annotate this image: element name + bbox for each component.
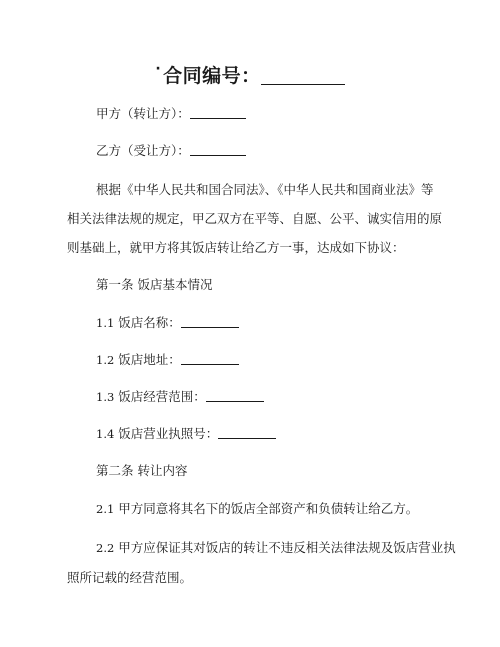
title-mark: · xyxy=(155,61,162,77)
intro-line-2: 相关法律法规的规定，甲乙双方在平等、自愿、公平、诚实信用的原 xyxy=(67,211,443,226)
item-number: 2.2 xyxy=(96,541,115,555)
item-label: 饭店地址： xyxy=(118,352,181,367)
contract-number-label: 合同编号： xyxy=(163,65,261,87)
item-number: 2.1 xyxy=(96,502,115,516)
business-license-blank[interactable] xyxy=(218,426,276,439)
item-label: 饭店营业执照号： xyxy=(118,426,219,441)
item-text: 甲方同意将其名下的饭店全部资产和负债转让给乙方。 xyxy=(118,501,419,516)
article-2-heading: 第二条 转让内容 xyxy=(96,463,188,478)
party-b-blank[interactable] xyxy=(190,143,246,156)
party-a-line xyxy=(96,106,246,122)
article-1-item-3 xyxy=(96,389,264,405)
item-number: 1.2 xyxy=(96,353,115,367)
article-1-item-1 xyxy=(96,315,239,331)
article-1-heading: 第一条 饭店基本情况 xyxy=(96,277,213,292)
party-a-label: 甲方（转让方）： xyxy=(96,106,190,121)
item-number: 1.1 xyxy=(96,316,115,330)
party-b-line xyxy=(96,143,246,159)
intro-line-3: 则基础上，就甲方将其饭店转让给乙方一事，达成如下协议： xyxy=(67,240,405,255)
party-b-label: 乙方（受让方）： xyxy=(96,143,190,158)
contract-number-blank[interactable] xyxy=(261,66,345,85)
item-label: 饭店名称： xyxy=(118,315,181,330)
hotel-name-blank[interactable] xyxy=(181,315,239,328)
article-1-item-2 xyxy=(96,352,239,368)
intro-line-1: 根据《中华人民共和国合同法》、《中华人民共和国商业法》等 xyxy=(96,182,434,197)
item-text: 甲方应保证其对饭店的转让不违反相关法律法规及饭店营业执 xyxy=(118,540,456,555)
article-2-item-2-line-1 xyxy=(96,540,456,556)
hotel-address-blank[interactable] xyxy=(181,352,239,365)
business-scope-blank[interactable] xyxy=(206,389,264,402)
item-label: 饭店经营范围： xyxy=(118,389,206,404)
contract-title xyxy=(0,61,500,88)
article-2-item-1 xyxy=(96,501,418,517)
item-number: 1.4 xyxy=(96,427,115,441)
item-number: 1.3 xyxy=(96,390,115,404)
article-2-item-2-line-2: 照所记载的经营范围。 xyxy=(67,570,193,585)
party-a-blank[interactable] xyxy=(190,106,246,119)
article-1-item-4 xyxy=(96,426,276,442)
